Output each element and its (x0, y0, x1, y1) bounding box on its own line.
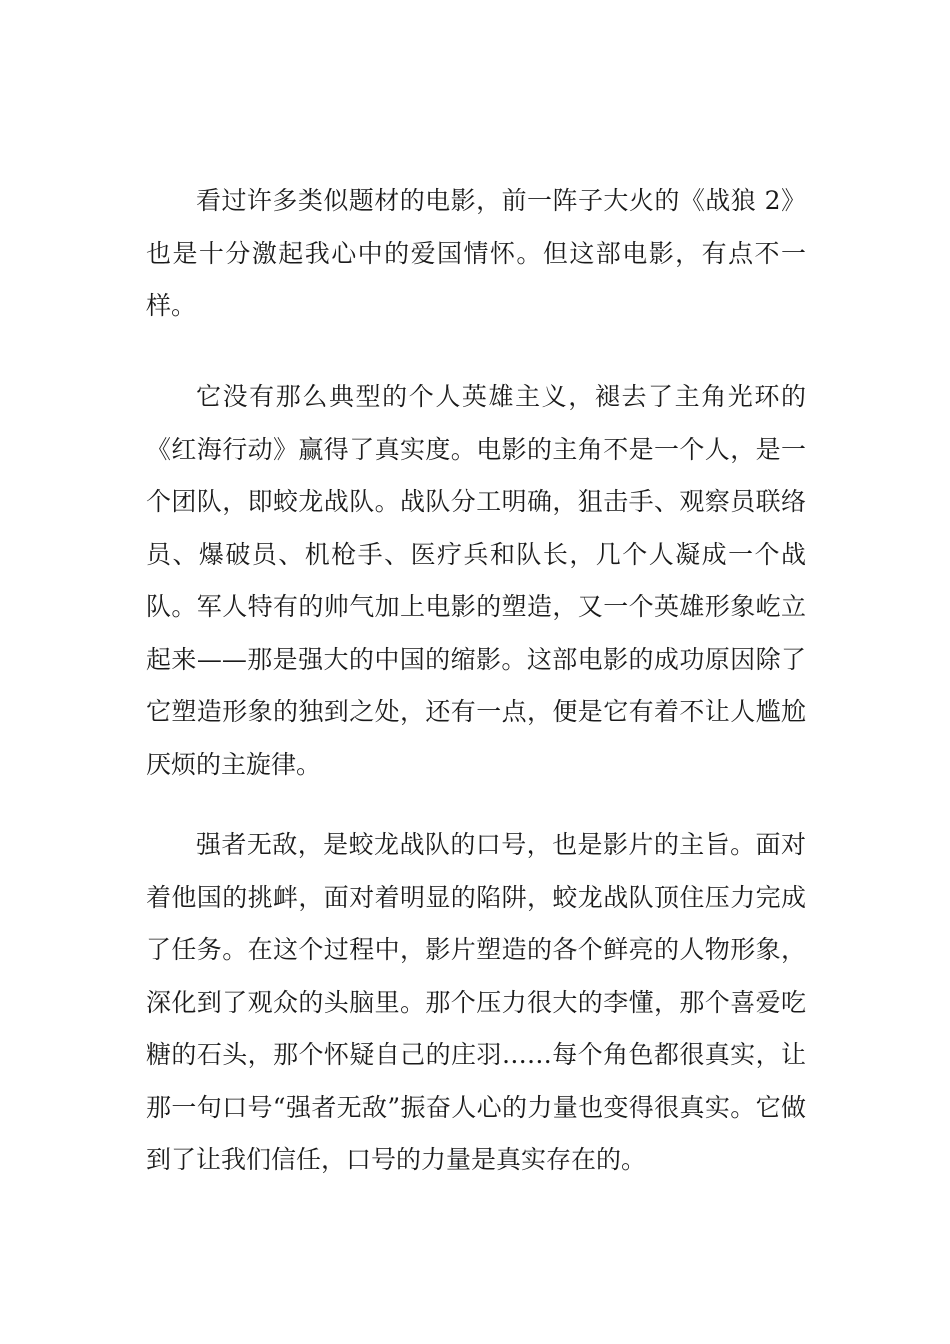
paragraph-3: 强者无敌，是蛟龙战队的口号，也是影片的主旨。面对着他国的挑衅，面对着明显的陷阱，蛟龙战队顶住压力完成了任务。在这个过程中，影片塑造的各个鲜亮的人物形象，深化到了观众的头脑里。那个压力很大的李懂，那个喜爱吃糖的石头，那个怀疑自己的庄羽……每个角色都很真实，让那一句口号“强者无敌”振奋人心的力量也变得很真实。它做到了让我们信任，口号的力量是真实存在的。 (146, 830, 806, 1174)
paragraph-2: 它没有那么典型的个人英雄主义，褪去了主角光环的《红海行动》赢得了真实度。电影的主角不是一个人，是一个团队，即蛟龙战队。战队分工明确，狙击手、观察员联络员、爆破员、机枪手、医疗兵和队长，几个人凝成一个战队。军人特有的帅气加上电影的塑造，又一个英雄形象屹立起来——那是强大的中国的缩影。这部电影的成功原因除了它塑造形象的独到之处，还有一点，便是它有着不让人尴尬厌烦的主旋律。 (146, 382, 806, 779)
paragraph-1: 看过许多类似题材的电影，前一阵子大火的《战狼 2》也是十分激起我心中的爱国情怀。但这部电影，有点不一样。 (146, 186, 806, 320)
